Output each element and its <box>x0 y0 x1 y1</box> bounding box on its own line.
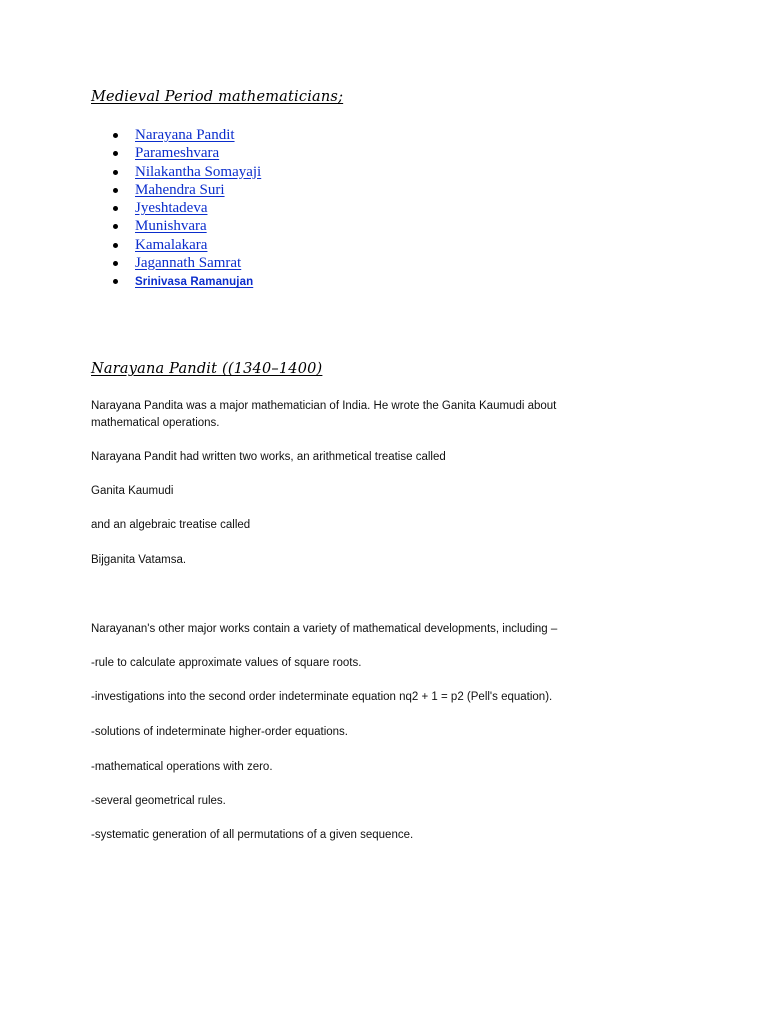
list-item <box>100 272 261 290</box>
bullet-icon <box>113 170 118 175</box>
section-heading-narayana-pandit: Narayana Pandit ((1340–1400) <box>91 361 323 377</box>
link-srinivasa-ramanujan[interactable]: Srinivasa Ramanujan <box>135 276 254 289</box>
link-jagannath-samrat[interactable]: Jagannath Samrat <box>135 255 242 272</box>
bullet-icon <box>113 206 118 211</box>
work-bijganita-vatamsa: Bijganita Vatamsa. <box>91 554 187 566</box>
link-parameshvara[interactable]: Parameshvara <box>135 145 220 162</box>
bullet-icon <box>113 151 118 156</box>
bullet-icon <box>113 243 118 248</box>
development-item: -investigations into the second order indeterminate equation nq2 + 1 = p2 (Pell's equation). <box>91 691 553 703</box>
mathematicians-link-list <box>100 126 261 291</box>
link-jyeshtadeva[interactable]: Jyeshtadeva <box>135 200 208 217</box>
link-kamalakara[interactable]: Kamalakara <box>135 236 208 253</box>
intro-paragraph-line-1: Narayana Pandita was a major mathematician of India. He wrote the Ganita Kaumudi about <box>91 400 557 412</box>
link-narayana-pandit[interactable]: Narayana Pandit <box>135 127 235 143</box>
development-item: -several geometrical rules. <box>91 795 226 807</box>
link-nilakantha-somayaji[interactable]: Nilakantha Somayaji <box>135 163 262 180</box>
list-item <box>100 217 261 235</box>
list-item <box>100 126 261 144</box>
list-item <box>100 254 261 272</box>
list-item <box>100 144 261 162</box>
work-ganita-kaumudi: Ganita Kaumudi <box>91 485 174 497</box>
development-item: -rule to calculate approximate values of square roots. <box>91 657 362 669</box>
bullet-icon <box>113 279 118 284</box>
development-item: -mathematical operations with zero. <box>91 761 273 773</box>
development-item: -systematic generation of all permutations of a given sequence. <box>91 829 414 841</box>
bullet-icon <box>113 261 118 266</box>
list-item <box>100 199 261 217</box>
two-works-paragraph: Narayana Pandit had written two works, an arithmetical treatise called <box>91 451 446 463</box>
list-item <box>100 181 261 199</box>
link-mahendra-suri[interactable]: Mahendra Suri <box>135 181 225 198</box>
bullet-icon <box>113 188 118 193</box>
list-item <box>100 163 261 181</box>
development-item: -solutions of indeterminate higher-order equations. <box>91 726 348 738</box>
section-heading-medieval-mathematicians: Medieval Period mathematicians; <box>91 89 344 105</box>
list-item <box>100 236 261 254</box>
intro-paragraph-line-2: mathematical operations. <box>91 417 220 429</box>
other-works-paragraph: Narayanan's other major works contain a variety of mathematical developments, including – <box>91 623 558 635</box>
bullet-icon <box>113 224 118 229</box>
algebraic-treatise-paragraph: and an algebraic treatise called <box>91 519 251 531</box>
link-munishvara[interactable]: Munishvara <box>135 218 207 235</box>
bullet-icon <box>113 133 118 138</box>
